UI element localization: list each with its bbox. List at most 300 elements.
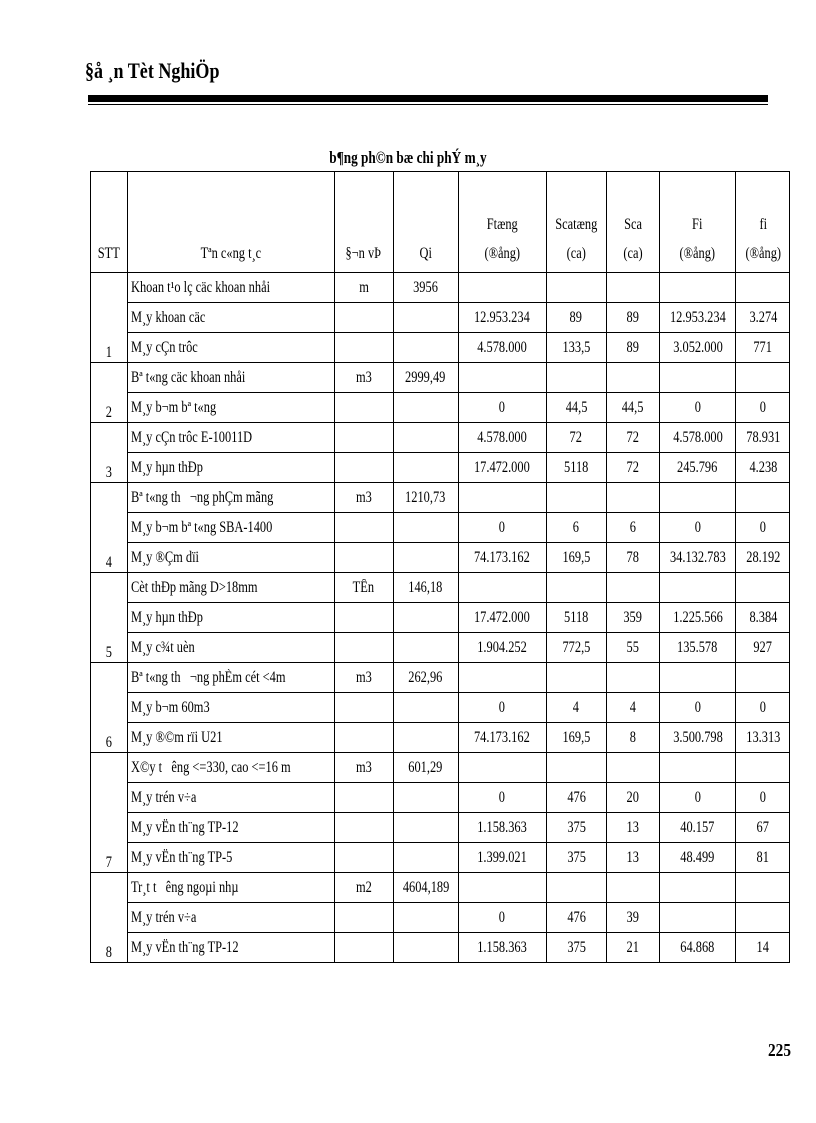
column-header-line1 (346, 210, 382, 239)
fi-total-cell-text: 4.578.000 (672, 428, 723, 446)
table-row (91, 483, 790, 513)
unit-cell-text: m3 (355, 668, 372, 686)
fi-cell (736, 663, 790, 693)
unit-cell (334, 693, 393, 723)
sca-cell-text: 39 (626, 908, 639, 926)
fi-total-cell (659, 423, 736, 453)
scat-cell-text: 476 (566, 788, 586, 806)
sca-cell (606, 903, 659, 933)
qi-cell (393, 423, 458, 453)
work-item-name-text: M¸y trén v÷a (131, 788, 197, 806)
fi-cell (736, 483, 790, 513)
table-row (91, 273, 790, 303)
table-row (91, 393, 790, 423)
work-item-name (128, 813, 335, 843)
work-item-name (128, 273, 335, 303)
column-header (334, 172, 393, 273)
ft-cell-text: 74.173.162 (474, 728, 531, 746)
sca-cell-text: 72 (626, 458, 639, 476)
work-item-name-text: Bª t«ng cäc khoan nhåi (131, 368, 246, 386)
scat-cell (546, 663, 606, 693)
table-row (91, 663, 790, 693)
ft-cell (458, 513, 546, 543)
unit-cell-text: m2 (355, 878, 372, 896)
fi-total-cell (659, 693, 736, 723)
fi-cell-text: 81 (756, 848, 770, 866)
table-header-row (91, 172, 790, 273)
ft-cell (458, 903, 546, 933)
column-header-line1 (419, 210, 431, 239)
sca-cell-text: 20 (626, 788, 639, 806)
scat-cell-text: 375 (566, 848, 586, 866)
work-item-name (128, 873, 335, 903)
fi-total-cell-text: 135.578 (677, 638, 718, 656)
work-item-name-text: Cèt thÐp mãng D>18mm (131, 578, 258, 596)
scat-cell (546, 933, 606, 963)
sca-cell (606, 663, 659, 693)
work-item-name (128, 783, 335, 813)
qi-cell (393, 723, 458, 753)
fi-cell (736, 273, 790, 303)
qi-cell (393, 333, 458, 363)
fi-cell-text: 3.274 (748, 308, 777, 326)
ft-cell-text: 1.399.021 (477, 848, 527, 866)
sca-cell (606, 303, 659, 333)
fi-total-cell (659, 783, 736, 813)
unit-cell-text: m (358, 278, 369, 296)
table-row (91, 693, 790, 723)
work-item-name (128, 393, 335, 423)
unit-cell (334, 333, 393, 363)
unit-cell (334, 753, 393, 783)
work-item-name-text: M¸y ®Çm dïi (131, 548, 199, 566)
qi-cell (393, 273, 458, 303)
sca-cell (606, 453, 659, 483)
fi-total-cell-text: 1.225.566 (672, 608, 723, 626)
ft-cell (458, 873, 546, 903)
sca-cell (606, 843, 659, 873)
sca-cell (606, 543, 659, 573)
qi-cell (393, 663, 458, 693)
column-header-line1 (200, 210, 261, 239)
work-item-name-text: M¸y cÇn trôc (131, 338, 198, 356)
column-header (736, 172, 790, 273)
qi-cell (393, 393, 458, 423)
ft-cell (458, 813, 546, 843)
scat-cell-text: 72 (569, 428, 583, 446)
stt-value: 8 (105, 944, 113, 961)
page-number: 225 (768, 1040, 791, 1060)
ft-cell (458, 843, 546, 873)
ft-cell (458, 483, 546, 513)
fi-cell (736, 843, 790, 873)
table-row (91, 573, 790, 603)
fi-cell-text: 0 (759, 518, 767, 536)
fi-cell-text: 8.384 (748, 608, 777, 626)
fi-total-cell (659, 843, 736, 873)
unit-cell-text: m3 (355, 368, 372, 386)
stt-cell (91, 663, 128, 753)
work-item-name-text: Bª t«ng th ¬ng phÇm mãng (131, 488, 274, 506)
fi-total-cell (659, 723, 736, 753)
fi-cell-text: 4.238 (748, 458, 777, 476)
scat-cell-text: 169,5 (562, 728, 591, 746)
ft-cell (458, 603, 546, 633)
fi-total-cell (659, 933, 736, 963)
fi-cell (736, 303, 790, 333)
work-item-name-text: M¸y b¬m bª t«ng SBA-1400 (131, 518, 273, 536)
scat-cell-text: 476 (566, 908, 586, 926)
sca-cell-text: 13 (626, 848, 639, 866)
work-item-name-text: Bª t«ng th ¬ng phÈm cét <4m (131, 668, 286, 686)
sca-cell (606, 753, 659, 783)
fi-cell-text: 0 (759, 788, 767, 806)
unit-cell (334, 903, 393, 933)
unit-cell (334, 633, 393, 663)
ft-cell-text: 4.578.000 (477, 428, 527, 446)
fi-total-cell (659, 903, 736, 933)
unit-cell-text: m3 (355, 758, 372, 776)
work-item-name-text: M¸y ®©m rïi U21 (131, 728, 223, 746)
sca-cell-text: 13 (626, 818, 639, 836)
scat-cell (546, 903, 606, 933)
unit-cell-text: TÊn (352, 578, 375, 596)
ft-cell-text: 1.904.252 (477, 638, 527, 656)
unit-cell (334, 273, 393, 303)
sca-cell (606, 513, 659, 543)
sca-cell (606, 393, 659, 423)
unit-cell (334, 393, 393, 423)
unit-cell (334, 303, 393, 333)
fi-cell (736, 813, 790, 843)
sca-cell-text: 21 (626, 938, 639, 956)
sca-cell (606, 723, 659, 753)
fi-cell-text: 0 (759, 398, 767, 416)
machine-cost-table (90, 171, 790, 963)
fi-total-cell-text: 3.500.798 (672, 728, 723, 746)
stt-value: 1 (105, 344, 113, 361)
ft-cell (458, 303, 546, 333)
fi-cell (736, 693, 790, 723)
fi-cell-text: 67 (756, 818, 770, 836)
stt-value: 4 (105, 554, 113, 571)
scat-cell-text: 89 (569, 308, 583, 326)
work-item-name (128, 933, 335, 963)
table-row (91, 753, 790, 783)
fi-cell (736, 933, 790, 963)
table-row (91, 903, 790, 933)
scat-cell-text: 133,5 (562, 338, 591, 356)
ft-cell-text: 12.953.234 (474, 308, 531, 326)
qi-cell-text: 601,29 (408, 758, 443, 776)
table-row (91, 333, 790, 363)
qi-cell (393, 903, 458, 933)
fi-cell (736, 753, 790, 783)
ft-cell-text: 1.158.363 (477, 938, 527, 956)
scat-cell (546, 813, 606, 843)
scat-cell (546, 753, 606, 783)
fi-cell (736, 633, 790, 663)
fi-total-cell (659, 273, 736, 303)
ft-cell-text: 17.472.000 (474, 458, 531, 476)
work-item-name-text: M¸y vËn th¨ng TP-5 (131, 848, 233, 866)
scat-cell (546, 723, 606, 753)
fi-total-cell (659, 483, 736, 513)
fi-cell-text: 14 (756, 938, 770, 956)
fi-total-cell (659, 753, 736, 783)
fi-total-cell-text: 64.868 (680, 938, 715, 956)
ft-cell (458, 423, 546, 453)
scat-cell (546, 423, 606, 453)
document-header-title: §å ¸n Tèt NghiÖp (85, 58, 220, 83)
table-row (91, 633, 790, 663)
fi-cell (736, 453, 790, 483)
fi-total-cell (659, 573, 736, 603)
qi-cell (393, 813, 458, 843)
work-item-name (128, 543, 335, 573)
work-item-name-text: M¸y hµn thÐp (131, 458, 203, 476)
table-row (91, 303, 790, 333)
fi-total-cell (659, 393, 736, 423)
work-item-name-text: M¸y vËn th¨ng TP-12 (131, 938, 239, 956)
sca-cell (606, 933, 659, 963)
table-row (91, 513, 790, 543)
qi-cell (393, 483, 458, 513)
header-rule-thin (88, 104, 768, 105)
scat-cell (546, 783, 606, 813)
fi-total-cell-text: 0 (694, 398, 701, 416)
qi-cell (393, 513, 458, 543)
unit-cell (334, 813, 393, 843)
fi-total-cell (659, 453, 736, 483)
work-item-name (128, 753, 335, 783)
fi-total-cell-text: 0 (694, 788, 701, 806)
qi-cell-text: 146,18 (408, 578, 443, 596)
ft-cell (458, 573, 546, 603)
column-header-line1 (98, 210, 120, 239)
scat-cell (546, 633, 606, 663)
scat-cell-text: 375 (566, 818, 586, 836)
fi-total-cell-text: 34.132.783 (669, 548, 726, 566)
unit-cell (334, 663, 393, 693)
qi-cell-text: 3956 (413, 278, 439, 296)
fi-cell (736, 873, 790, 903)
work-item-name (128, 663, 335, 693)
stt-cell (91, 423, 128, 483)
column-header-line2: (®ång) (679, 245, 716, 262)
work-item-name-text: M¸y b¬m bª t«ng (131, 398, 217, 416)
column-header-line1: Fi (692, 216, 703, 233)
work-item-name (128, 483, 335, 513)
fi-cell (736, 573, 790, 603)
column-header (91, 172, 128, 273)
sca-cell-text: 359 (623, 608, 642, 626)
ft-cell-text: 0 (499, 698, 506, 716)
fi-total-cell-text: 48.499 (680, 848, 715, 866)
unit-cell (334, 843, 393, 873)
unit-cell (334, 423, 393, 453)
column-header-line2: (®ång) (484, 245, 520, 262)
fi-total-cell (659, 513, 736, 543)
qi-cell (393, 783, 458, 813)
ft-cell (458, 333, 546, 363)
table-row (91, 363, 790, 393)
unit-cell-text: m3 (355, 488, 372, 506)
sca-cell-text: 6 (629, 518, 636, 536)
sca-cell (606, 423, 659, 453)
column-header (458, 172, 546, 273)
table-title: b¶ng ph©n bæ chi phÝ m¸y (329, 148, 487, 167)
table-row (91, 843, 790, 873)
qi-cell (393, 573, 458, 603)
fi-cell (736, 903, 790, 933)
ft-cell-text: 1.158.363 (477, 818, 527, 836)
column-header-line2: (®ång) (745, 245, 781, 262)
work-item-name-text: M¸y vËn th¨ng TP-12 (131, 818, 239, 836)
ft-cell (458, 663, 546, 693)
scat-cell-text: 375 (566, 938, 586, 956)
table-row (91, 783, 790, 813)
qi-cell-text: 262,96 (408, 668, 443, 686)
qi-cell (393, 633, 458, 663)
ft-cell (458, 723, 546, 753)
stt-cell (91, 573, 128, 663)
fi-cell-text: 771 (753, 338, 773, 356)
qi-cell-text: 4604,189 (402, 878, 449, 896)
fi-total-cell (659, 603, 736, 633)
qi-cell (393, 873, 458, 903)
fi-cell (736, 423, 790, 453)
sca-cell (606, 783, 659, 813)
scat-cell (546, 393, 606, 423)
header-rule-thick (88, 95, 768, 102)
fi-cell (736, 603, 790, 633)
column-header (659, 172, 736, 273)
stt-cell (91, 483, 128, 573)
qi-cell (393, 303, 458, 333)
work-item-name (128, 603, 335, 633)
ft-cell (458, 543, 546, 573)
column-header-line2: (ca) (566, 245, 586, 262)
column-header-line1: Sca (623, 216, 642, 233)
fi-total-cell-text: 0 (694, 518, 701, 536)
scat-cell-text: 6 (573, 518, 580, 536)
fi-total-cell-text: 0 (694, 698, 701, 716)
fi-total-cell (659, 633, 736, 663)
ft-cell-text: 0 (499, 788, 506, 806)
fi-total-cell (659, 873, 736, 903)
ft-cell (458, 273, 546, 303)
qi-cell (393, 453, 458, 483)
ft-cell-text: 4.578.000 (477, 338, 527, 356)
sca-cell-text: 55 (626, 638, 639, 656)
column-header-line2: STT (97, 245, 121, 262)
fi-total-cell-text: 40.157 (680, 818, 715, 836)
fi-cell-text: 927 (753, 638, 773, 656)
fi-total-cell (659, 363, 736, 393)
sca-cell (606, 363, 659, 393)
column-header (606, 172, 659, 273)
fi-total-cell-text: 12.953.234 (669, 308, 726, 326)
scat-cell (546, 273, 606, 303)
fi-cell (736, 363, 790, 393)
table-row (91, 723, 790, 753)
qi-cell (393, 603, 458, 633)
fi-total-cell (659, 543, 736, 573)
ft-cell (458, 453, 546, 483)
scat-cell (546, 513, 606, 543)
unit-cell (334, 513, 393, 543)
fi-total-cell-text: 3.052.000 (672, 338, 723, 356)
unit-cell (334, 453, 393, 483)
ft-cell-text: 74.173.162 (474, 548, 531, 566)
scat-cell-text: 772,5 (562, 638, 591, 656)
ft-cell-text: 0 (499, 518, 506, 536)
scat-cell (546, 333, 606, 363)
fi-total-cell (659, 333, 736, 363)
qi-cell-text: 2999,49 (405, 368, 446, 386)
ft-cell (458, 933, 546, 963)
qi-cell-text: 1210,73 (405, 488, 446, 506)
stt-value: 2 (105, 404, 113, 421)
fi-cell (736, 783, 790, 813)
scat-cell-text: 44,5 (565, 398, 588, 416)
stt-value: 7 (105, 854, 113, 871)
ft-cell (458, 693, 546, 723)
fi-cell (736, 723, 790, 753)
unit-cell (334, 363, 393, 393)
work-item-name (128, 303, 335, 333)
column-header-line2: (ca) (623, 245, 643, 262)
sca-cell (606, 333, 659, 363)
scat-cell (546, 603, 606, 633)
qi-cell (393, 933, 458, 963)
unit-cell (334, 543, 393, 573)
sca-cell-text: 4 (629, 698, 636, 716)
qi-cell (393, 753, 458, 783)
sca-cell (606, 873, 659, 903)
work-item-name-text: Tr¸t t êng ngoµi nhµ (131, 878, 239, 896)
ft-cell (458, 783, 546, 813)
work-item-name (128, 423, 335, 453)
fi-total-cell-text: 245.796 (677, 458, 718, 476)
scat-cell-text: 169,5 (562, 548, 591, 566)
unit-cell (334, 573, 393, 603)
work-item-name (128, 633, 335, 663)
fi-cell-text: 28.192 (745, 548, 780, 566)
work-item-name-text: Khoan t¹o lç cäc khoan nhåi (131, 278, 271, 296)
qi-cell (393, 543, 458, 573)
scat-cell (546, 303, 606, 333)
column-header-line1: fi (759, 216, 767, 233)
ft-cell (458, 633, 546, 663)
scat-cell (546, 453, 606, 483)
sca-cell (606, 273, 659, 303)
work-item-name-text: X©y t êng <=330, cao <=16 m (131, 758, 291, 776)
column-header-line2: §¬n vÞ (345, 245, 382, 262)
ft-cell (458, 753, 546, 783)
work-item-name (128, 693, 335, 723)
sca-cell-text: 72 (626, 428, 639, 446)
unit-cell (334, 783, 393, 813)
scat-cell (546, 543, 606, 573)
stt-cell (91, 363, 128, 423)
column-header-line2: Tªn c«ng t¸c (200, 245, 262, 262)
fi-total-cell (659, 663, 736, 693)
work-item-name (128, 843, 335, 873)
work-item-name (128, 723, 335, 753)
sca-cell-text: 8 (629, 728, 636, 746)
